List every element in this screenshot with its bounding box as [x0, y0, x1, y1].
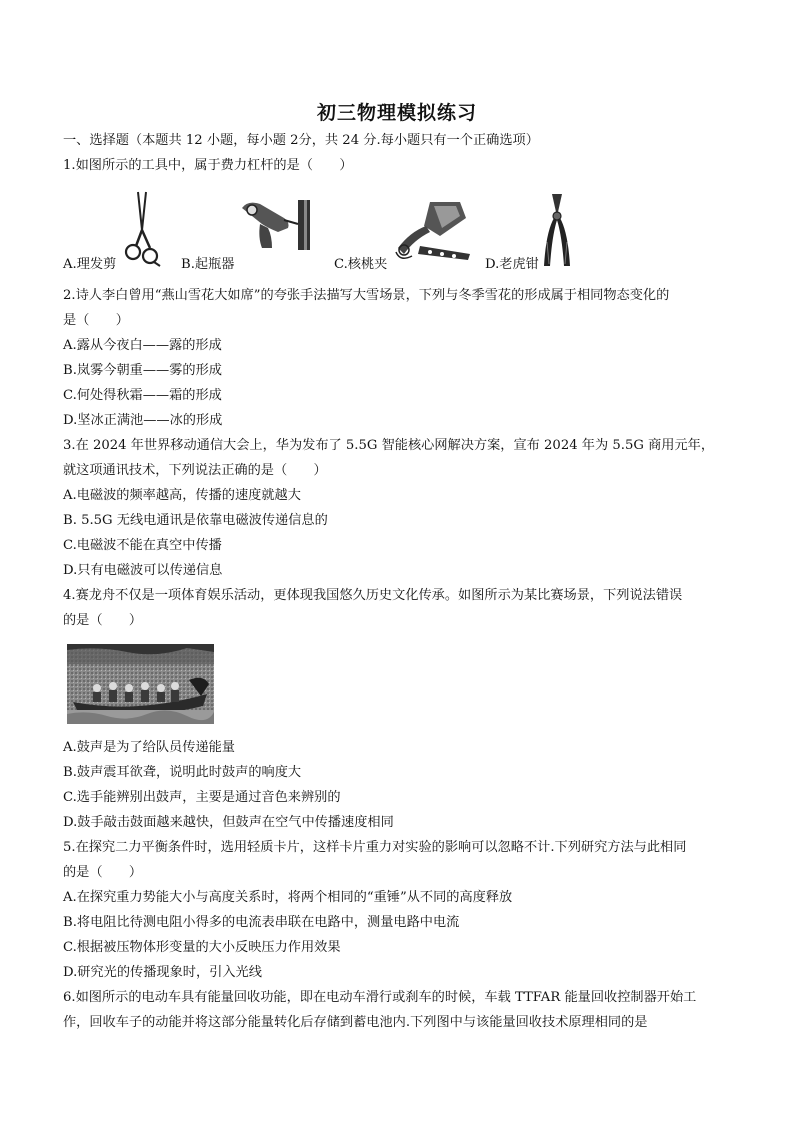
question-3-stem-line2: 就这项通讯技术，下列说法正确的是（ ） — [63, 463, 327, 478]
bottle-opener-figure — [238, 198, 314, 254]
question-2-stem-line2: 是（ ） — [63, 313, 129, 328]
page-title: 初三物理模拟练习 — [316, 102, 477, 124]
q3-option-c: C.电磁波不能在真空中传播 — [63, 538, 222, 553]
q2-option-a: A.露从今夜白——露的形成 — [63, 338, 222, 353]
q1-option-b: B.起瓶器 — [181, 257, 235, 272]
q4-option-d: D.鼓手敲击鼓面越来越快，但鼓声在空气中传播速度相同 — [63, 815, 394, 830]
question-4-stem-line2: 的是（ ） — [63, 613, 143, 628]
q4-option-c: C.选手能辨别出鼓声，主要是通过音色来辨别的 — [63, 790, 341, 805]
question-2-stem-line1: 2.诗人李白曾用“燕山雪花大如席”的夸张手法描写大雪场景，下列与冬季雪花的形成属于相同物态变化的 — [63, 288, 670, 303]
question-4-stem-line1: 4.赛龙舟不仅是一项体育娱乐活动，更体现我国悠久历史文化传承。如图所示为某比赛场景，下列说法错误 — [63, 588, 683, 603]
q1-option-a: A.理发剪 — [63, 257, 117, 272]
q3-option-b: B. 5.5G 无线电通讯是依靠电磁波传递信息的 — [63, 513, 328, 528]
q5-option-c: C.根据被压物体形变量的大小反映压力作用效果 — [63, 940, 341, 955]
question-5-stem-line2: 的是（ ） — [63, 865, 143, 880]
q2-option-b: B.岚雾今朝重——雾的形成 — [63, 363, 222, 378]
question-6-stem-line1: 6.如图所示的电动车具有能量回收功能，即在电动车滑行或刹车的时候，车载 TTFAR 能量回收控制器开始工 — [63, 990, 697, 1005]
question-5-stem-line1: 5.在探究二力平衡条件时，选用轻质卡片，这样卡片重力对实验的影响可以忽略不计.下列研究方法与此相同 — [63, 840, 687, 855]
q1-option-d: D.老虎钳 — [485, 257, 539, 272]
q1-option-c: C.核桃夹 — [334, 257, 388, 272]
q3-option-d: D.只有电磁波可以传递信息 — [63, 563, 223, 578]
q3-option-a: A.电磁波的频率越高，传播的速度就越大 — [63, 488, 301, 503]
question-6-stem-line2: 作，回收车子的动能并将这部分能量转化后存储到蓄电池内.下列图中与该能量回收技术原理相同的是 — [63, 1015, 648, 1030]
dragon-boat-photo — [67, 644, 214, 724]
q2-option-d: D.坚冰正满池——冰的形成 — [63, 413, 223, 428]
section-heading: 一、选择题（本题共 12 小题，每小题 2分，共 24 分.每小题只有一个正确选项） — [63, 133, 539, 148]
q5-option-d: D.研究光的传播现象时，引入光线 — [63, 965, 262, 980]
scissors-figure — [120, 190, 162, 270]
question-3-stem-line1: 3.在 2024 年世界移动通信大会上，华为发布了 5.5G 智能核心网解决方案，宣布 2024 年为 5.5G 商用元年， — [63, 438, 715, 453]
q5-option-b: B.将电阻比待测电阻小得多的电流表串联在电路中，测量电路中电流 — [63, 915, 460, 930]
pliers-figure — [540, 192, 574, 268]
q2-option-c: C.何处得秋霜——霜的形成 — [63, 388, 222, 403]
nutcracker-figure — [390, 196, 476, 266]
question-1-stem: 1.如图所示的工具中，属于费力杠杆的是（ ） — [63, 158, 353, 173]
q4-option-a: A.鼓声是为了给队员传递能量 — [63, 740, 235, 755]
q4-option-b: B.鼓声震耳欲聋，说明此时鼓声的响度大 — [63, 765, 302, 780]
q5-option-a: A.在探究重力势能大小与高度关系时，将两个相同的“重锤”从不同的高度释放 — [63, 890, 513, 905]
